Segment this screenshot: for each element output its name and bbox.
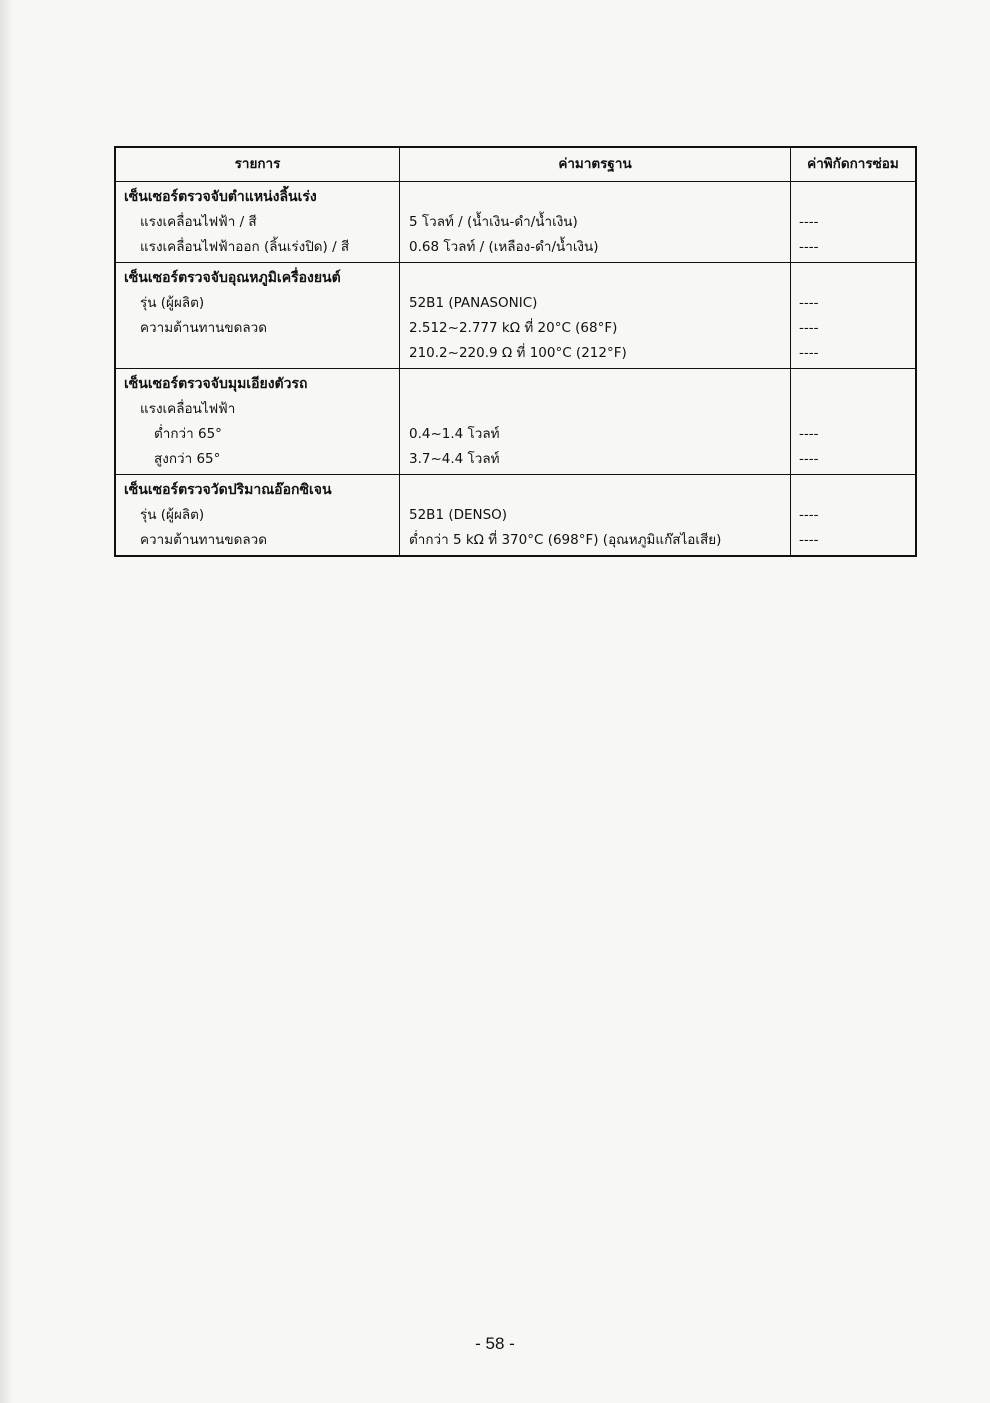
section-engine-temperature-sensor: [116, 263, 915, 369]
limit-value: ----: [799, 214, 819, 230]
item-label: แรงเคลื่อนไฟฟ้า / สี: [140, 214, 257, 230]
limit-value: ----: [799, 295, 819, 311]
limit-value: ----: [799, 320, 819, 336]
header-service-limit: ค่าพิกัดการซ่อม: [807, 156, 899, 172]
section-lean-angle-sensor: [116, 369, 915, 475]
standard-value: 0.4~1.4 โวลท์: [409, 426, 500, 442]
section-title: เซ็นเซอร์ตรวจจับตำแหน่งลิ้นเร่ง: [124, 189, 317, 205]
standard-value: 3.7~4.4 โวลท์: [409, 451, 500, 467]
standard-value: 52B1 (PANASONIC): [409, 295, 538, 311]
page-edge: [0, 0, 14, 1403]
limit-value: ----: [799, 426, 819, 442]
section-title: เซ็นเซอร์ตรวจจับมุมเอียงตัวรถ: [124, 376, 308, 392]
standard-value: 210.2~220.9 Ω ที่ 100°C (212°F): [409, 345, 627, 361]
item-label: แรงเคลื่อนไฟฟ้าออก (ลิ้นเร่งปิด) / สี: [140, 239, 350, 255]
item-label: ความต้านทานขดลวด: [140, 532, 267, 548]
item-label: รุ่น (ผู้ผลิต): [140, 295, 205, 311]
page-number: - 58 -: [475, 1334, 515, 1353]
limit-value: ----: [799, 345, 819, 361]
item-label: [124, 341, 399, 366]
item-label: สูงกว่า 65°: [154, 451, 221, 467]
item-label: รุ่น (ผู้ผลิต): [140, 507, 205, 523]
section-title: เซ็นเซอร์ตรวจวัดปริมาณอ๊อกซิเจน: [124, 482, 332, 498]
section-oxygen-sensor: [116, 475, 915, 555]
section-throttle-position-sensor: [116, 182, 915, 263]
standard-value: 0.68 โวลท์ / (เหลือง-ดำ/น้ำเงิน): [409, 239, 599, 255]
standard-value: 2.512~2.777 kΩ ที่ 20°C (68°F): [409, 320, 618, 336]
item-label: แรงเคลื่อนไฟฟ้า: [140, 401, 236, 417]
limit-value: ----: [799, 532, 819, 548]
standard-value: [409, 397, 790, 422]
item-label: ความต้านทานขดลวด: [140, 320, 267, 336]
header-standard: ค่ามาตรฐาน: [400, 148, 791, 181]
limit-value: [799, 397, 915, 422]
spec-table: [114, 146, 917, 557]
section-title: เซ็นเซอร์ตรวจจับอุณหภูมิเครื่องยนต์: [124, 270, 341, 286]
table-header: [116, 148, 915, 182]
item-label: ต่ำกว่า 65°: [154, 426, 222, 442]
limit-value: ----: [799, 507, 819, 523]
limit-value: ----: [799, 239, 819, 255]
standard-value: 52B1 (DENSO): [409, 507, 508, 523]
header-item: รายการ: [116, 148, 400, 181]
standard-value: ต่ำกว่า 5 kΩ ที่ 370°C (698°F) (อุณหภูมิแก๊สไอเสีย): [409, 532, 722, 548]
standard-value: 5 โวลท์ / (น้ำเงิน-ดำ/น้ำเงิน): [409, 214, 578, 230]
limit-value: ----: [799, 451, 819, 467]
